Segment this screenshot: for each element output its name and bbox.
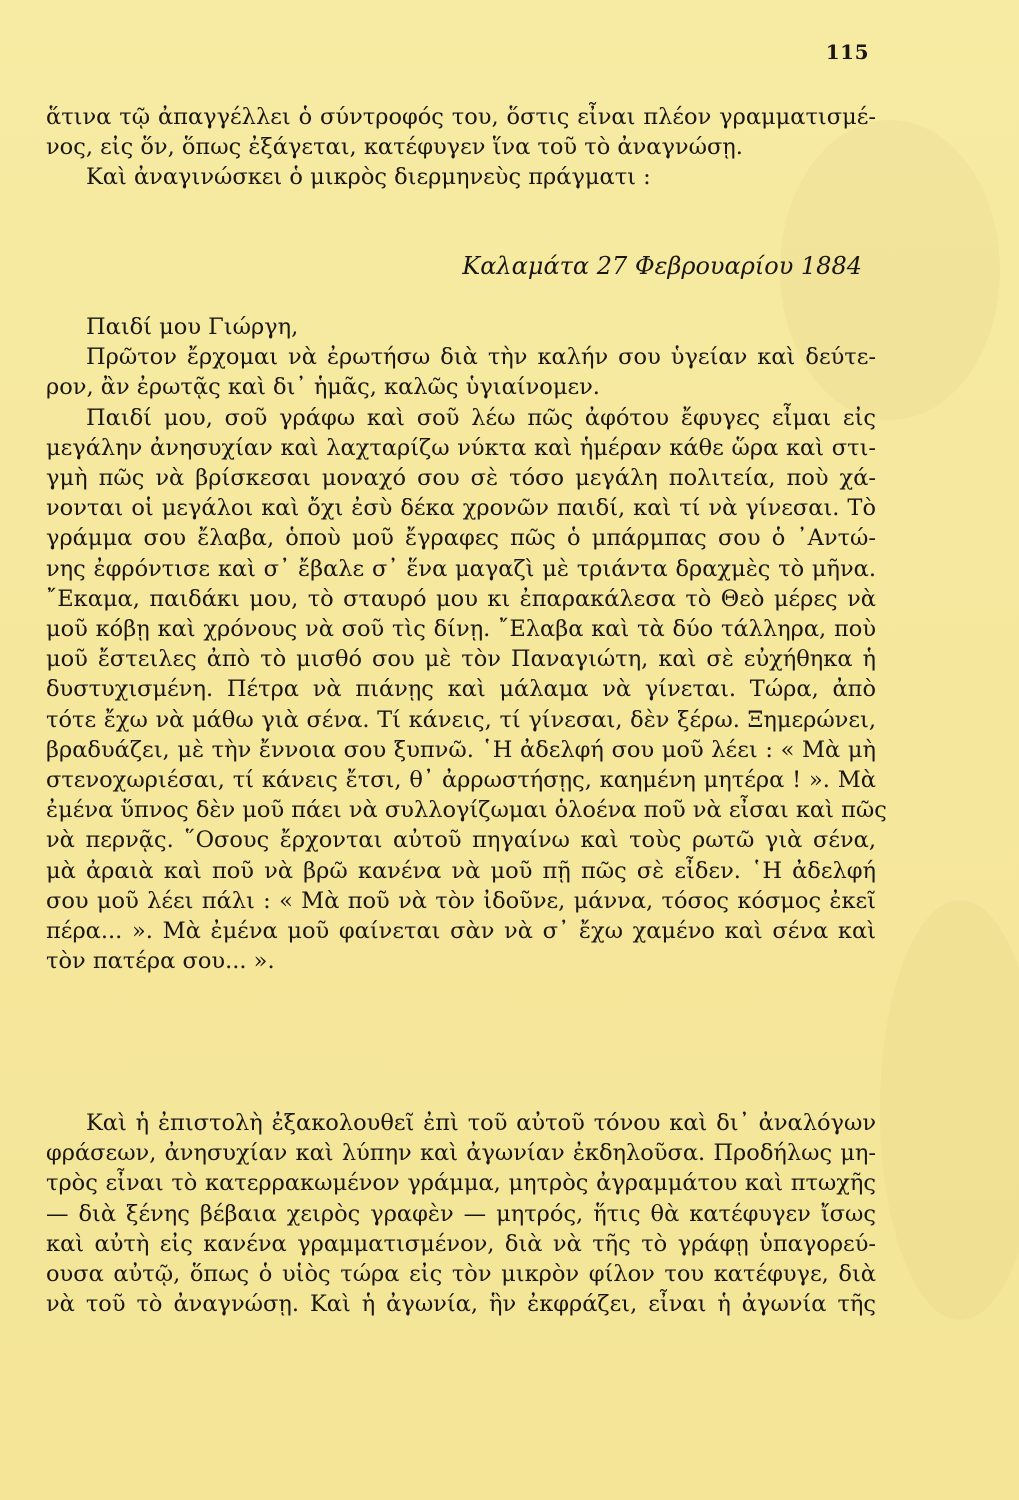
- text-line: τὸν πατέρα σου... ».: [46, 948, 275, 975]
- text-line: σου μοῦ λέει πάλι : « Μὰ ποῦ νὰ τὸν ἰδοῦνε, μάννα, τόσος κόσμος ἐκεῖ: [46, 887, 876, 914]
- text-line: ἐμένα ὕπνος δὲν μοῦ πάει νὰ συλλογίζωμαι ὁλοένα ποῦ νὰ εἶσαι καὶ πῶς: [46, 797, 887, 824]
- text-line: νης ἐφρόντισε καὶ σ᾿ ἔβαλε σ᾿ ἕνα μαγαζὶ μὲ τριάντα δραχμὲς τὸ μῆνα.: [46, 555, 876, 582]
- text-line: στενοχωριέσαι, τί κάνεις ἔτσι, θ᾿ ἀρρωστήσῃς, καημένη μητέρα ! ». Μὰ: [46, 767, 876, 794]
- text-line: νος, εἰς ὅν, ὅπως ἐξάγεται, κατέφυγεν ἵνα τοῦ τὸ ἀναγνώσῃ.: [46, 134, 743, 161]
- text-line: φράσεων, ἀνησυχίαν καὶ λύπην καὶ ἀγωνίαν ἐκδηλοῦσα. Προδήλως μη-: [46, 1140, 876, 1167]
- text-line: μοῦ ἔστειλες ἀπὸ τὸ μισθό σου μὲ τὸν Παναγιώτη, καὶ σὲ εὐχήθηκα ἡ: [46, 646, 876, 673]
- text-line: γμὴ πῶς νὰ βρίσκεσαι μοναχό σου σὲ τόσο μεγάλη πολιτεία, ποὺ χά-: [46, 465, 876, 492]
- letter-date: Καλαμάτα 27 Φεβρουαρίου 1884: [462, 252, 862, 280]
- text-line: τρὸς εἶναι τὸ κατερρακωμένον γράμμα, μητρὸς ἀγραμμάτου καὶ πτωχῆς: [46, 1170, 876, 1197]
- paper-stain: [880, 900, 1019, 1320]
- text-line: νὰ περνᾷς. ῞Οσους ἔρχονται αὐτοῦ πηγαίνω καὶ τοὺς ρωτῶ γιὰ σένα,: [46, 827, 876, 854]
- intro-paragraph: [46, 102, 876, 193]
- text-line: ῎Εκαμα, παιδάκι μου, τὸ σταυρό μου κι ἐπαρακάλεσα τὸ Θεὸ μέρες νὰ: [46, 585, 876, 612]
- closing-paragraph: [46, 1108, 876, 1319]
- text-line: ρον, ἂν ἐρωτᾷς καὶ δι᾿ ἡμᾶς, καλῶς ὑγιαίνομεν.: [46, 374, 600, 401]
- text-line: καὶ αὐτὴ εἰς κανένα γραμματισμένον, διὰ νὰ τῆς τὸ γράφῃ ὑπαγορεύ-: [46, 1230, 876, 1257]
- letter-body: [46, 312, 887, 976]
- text-line: τότε ἔχω νὰ μάθω γιὰ σένα. Τί κάνεις, τί γίνεσαι, δὲν ξέρω. Ξημερώνει,: [46, 706, 876, 733]
- text-line: μοῦ κόβῃ καὶ χρόνους νὰ σοῦ τὶς δίνῃ. ῎Ελαβα καὶ τὰ δύο τάλληρα, ποὺ: [46, 616, 876, 643]
- text-line: δυστυχισμένη. Πέτρα νὰ πιάνῃς καὶ μάλαμα νὰ γίνεται. Τώρα, ἀπὸ: [46, 676, 876, 703]
- text-line: ουσα αὐτῷ, ὅπως ὁ υἱὸς τώρα εἰς τὸν μικρὸν φίλον του κατέφυγε, διὰ: [46, 1261, 876, 1288]
- page-number: 115: [825, 40, 869, 64]
- text-line: βραδυάζει, μὲ τὴν ἔννοια σου ξυπνῶ. ῾Η ἀδελφή σου μοῦ λέει : « Μὰ μὴ: [46, 736, 876, 763]
- text-line: — διὰ ξένης βέβαια χειρὸς γραφὲν — μητρός, ἥτις θὰ κατέφυγεν ἴσως: [46, 1200, 876, 1227]
- text-line: Καὶ ἀναγινώσκει ὁ μικρὸς διερμηνεὺς πράγματι :: [86, 164, 651, 191]
- letter-salutation: Παιδί μου Γιώργη,: [86, 314, 299, 340]
- text-line: ἅτινα τῷ ἀπαγγέλλει ὁ σύντροφός του, ὅστις εἶναι πλέον γραμματισμέ-: [46, 104, 876, 130]
- text-line: Καὶ ἡ ἐπιστολὴ ἐξακολουθεῖ ἐπὶ τοῦ αὐτοῦ τόνου καὶ δι᾿ ἀναλόγων: [86, 1110, 876, 1136]
- text-line: γράμμα σου ἔλαβα, ὁποὺ μοῦ ἔγραφες πῶς ὁ μπάρμπας σου ὁ ᾿Αντώ-: [46, 525, 876, 552]
- text-line: Πρῶτον ἔρχομαι νὰ ἐρωτήσω διὰ τὴν καλήν σου ὑγείαν καὶ δεύτε-: [86, 344, 876, 371]
- text-line: νὰ τοῦ τὸ ἀναγνώσῃ. Καὶ ἡ ἀγωνία, ἣν ἐκφράζει, εἶναι ἡ ἀγωνία τῆς: [46, 1291, 876, 1318]
- text-line: νονται οἱ μεγάλοι καὶ ὄχι ἐσὺ δέκα χρονῶν παιδί, καὶ τί νὰ γίνεσαι. Τὸ: [46, 495, 876, 522]
- text-line: πέρα... ». Μὰ ἐμένα μοῦ φαίνεται σὰν νὰ σ᾿ ἔχω χαμένο καὶ σένα καὶ: [46, 918, 876, 945]
- text-line: Παιδί μου, σοῦ γράφω καὶ σοῦ λέω πῶς ἀφότου ἔφυγες εἶμαι εἰς: [86, 404, 876, 431]
- text-line: μεγάλην ἀνησυχίαν καὶ λαχταρίζω νύκτα καὶ ἡμέραν κάθε ὥρα καὶ στι-: [46, 434, 876, 461]
- text-line: μὰ ἀραιὰ καὶ ποῦ νὰ βρῶ κανένα νὰ μοῦ πῇ πῶς σὲ εἶδεν. ῾Η ἀδελφή: [46, 857, 876, 884]
